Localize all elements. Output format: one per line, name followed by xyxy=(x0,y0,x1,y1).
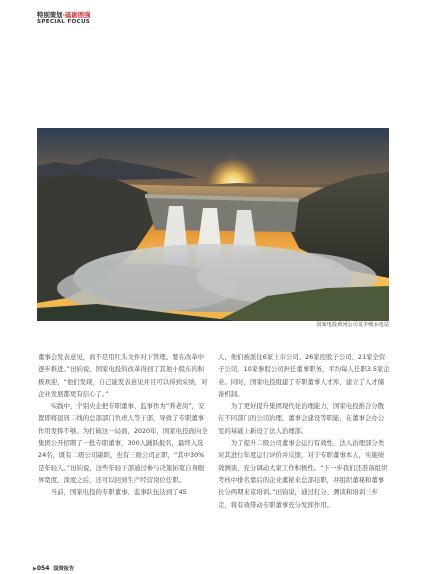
paragraph: 实践中，个别央企把专职董事、监事作为“养老岗”，安置即将退居二线的总部部门负责人等干部，导致了专职董事作用发挥不够。为打破这一局面，2020年，国家电投面向全集团公开招聘了一批专职董事，300人踊跃报名，最终入选24名，既有二级公司副职，也有三级公司正职，“其中30%是年轻人。”田钧说，这些年轻干部通过参与决策拓宽自身眼界宽度、深度之后，还可以回到生产经营岗位任职。 xyxy=(38,402,208,484)
paragraph: 人，他们被派往6家上市公司、26家控股子公司、21家全资子公司，10家参股公司担任董事职务，平均每人任职3.5家企业。同时，国家电投组建了专职董事人才库，建立了人才储备机制。 xyxy=(218,353,390,398)
article-column-right xyxy=(218,351,390,511)
paragraph: 当前，国家电投的专职董事、监事队伍达到了45 xyxy=(50,488,187,497)
section-english: SPECIAL FOCUS xyxy=(37,19,91,25)
article-column-left xyxy=(38,351,210,499)
section-separator: · xyxy=(62,11,65,19)
paragraph: 董事会发表意见，而不是用红头文件对下管理。要在改革中逐步推进。”田钧说，国家电投的改革得到了其他小股东的积极欢迎，“他们发现，自己能发表意见并且可以得到采纳，对企业发展都更有信心了。” xyxy=(38,353,208,398)
magazine-name: 国资报告 xyxy=(53,566,75,572)
page-footer xyxy=(33,565,74,573)
dam-photo xyxy=(37,128,389,321)
photo-caption: 国家电投黄河公司龙羊峡水电站 xyxy=(316,322,389,328)
paragraph: 为了更好提升集团现代化治理能力，国家电投推合分散在不同部门的公司治理，董事会建设等职能，在董事会办公室的基础上新设了法人治理部。 xyxy=(218,402,385,435)
page-number: 054 xyxy=(36,565,50,572)
triangle-marker-icon: ▶ xyxy=(33,566,37,572)
subsection-name: 砥砺图强 xyxy=(65,11,91,19)
paragraph: 为了提升二级公司董事会运行有效性，法人治理部分类对其进行年度运行评价并反馈，对于专职董事本人，实施绩效测谈，充分调动大家工作积极性。“下一步我们还准备组织考核中排名靠后的企业董秘来总部挂职，并组织董秘和董事长分两期来京培训。”田钧说，通过打分、测谈和培训三步走，将有效带动专职董事充分发挥作用。 xyxy=(218,439,388,509)
section-header xyxy=(37,11,91,26)
section-title xyxy=(37,11,91,19)
section-name: 特别策划 xyxy=(37,11,63,19)
